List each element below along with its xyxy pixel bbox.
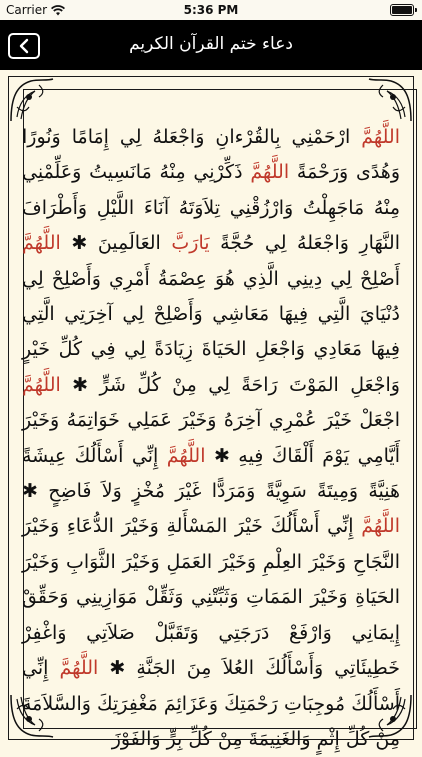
prayer-segment: اللَّهُمَّ bbox=[22, 373, 61, 396]
carrier-label: Carrier bbox=[6, 3, 48, 17]
prayer-segment: اجْعَلْ خَيْرَ عُمْرِي آخِرَهُ وَخَيْرَ عَمَلِي خَوَاتِمَهُ وَخَيْرَ أَيَّامِي يَوْمَ أَلْقَاكَ فِيهِ ✱ bbox=[22, 409, 400, 467]
prayer-text bbox=[22, 120, 400, 757]
prayer-segment: يَارَبَّ bbox=[171, 232, 210, 255]
prayer-segment: اللَّهُمَّ bbox=[361, 515, 400, 538]
prayer-segment: اللَّهُمَّ bbox=[166, 444, 206, 467]
prayer-segment: ارْحَمْنِي بِالقُرْءانِ وَاجْعَلهُ لِي إِمَامًا وَنُورًا وَهُدًى وَرَحْمَةً bbox=[22, 126, 400, 184]
prayer-segment: إِنِّي أَسْأَلُكَ عِيشَةً هَنِيَّةً وَمِيتَةً سَوِيَّةً وَمَرَدًّا غَيْرَ مُخْزٍ وَلاَ فَاضِحٍ ✱ bbox=[22, 444, 400, 503]
prayer-segment: اللَّهُمَّ bbox=[59, 657, 99, 680]
battery-icon bbox=[390, 4, 414, 16]
prayer-segment: أَصْلِحْ لِي دِينِي الَّذِي هُوَ عِصْمَةُ أَمْرِي وَأَصْلِحْ لِي دُنْيَايَ الَّتِي فِيهَا مَعَاشِي وَأَصْلِحْ لِي آخِرَتِي الَّتِي فِيهَا مَعَادِي وَاجْعَلِ الحَيَاةَ زِيَادَةً لِي فِي كُلِّ خَيْرٍ وَاجْعَلِ المَوْتَ رَاحَةً لِي مِنْ كُلِّ شَرٍّ ✱ bbox=[22, 267, 400, 396]
prayer-segment: اللَّهُمَّ bbox=[250, 161, 290, 184]
prayer-segment: إِنِّي أَسْأَلُكَ مُوجِبَاتِ رَحْمَتِكَ وَعَزَائِمَ مَغْفِرَتِكَ وَالسَّلاَمَةَ مِنْ كُلِّ إِثْمٍ وَالغَنِيمَةَ مِنْ كُلِّ بِرٍّ وَالفَوْزَ bbox=[22, 657, 400, 750]
page-title: دعاء ختم القرآن الكريم bbox=[129, 34, 293, 54]
corner-ornament-icon bbox=[9, 77, 55, 123]
status-bar bbox=[0, 0, 422, 20]
prayer-page[interactable] bbox=[0, 70, 422, 750]
nav-bar bbox=[0, 20, 422, 70]
prayer-segment: إِنِّي أَسْأَلُكَ خَيْرَ المَسْأَلةِ وَخَيْرَ الدُّعَاءِ وَخَيْرَ النَّجَاحِ وَخَيْرَ العِلْمِ وَخَيْرَ العَمَلِ وَخَيْرَ الثَّوَابِ وَخَيْرَ الحَيَاةِ وَخَيْرَ المَمَاتِ وَثَبِّتْنِي وَثَقِّلْ مَوَازِينِي وَحَقِّقْ إِيمَانِي وَارْفَعْ دَرَجَتِي وَتَقَبَّلْ صَلاَتِي وَاغْفِرْ خَطِيئَاتِي وَأَسْأَلُكَ العُلاَ مِنَ الجَنَّةِ ✱ bbox=[22, 515, 400, 680]
prayer-segment: ذَكِّرْنِي مِنْهُ مَانَسِيتُ وَعَلِّمْنِي مِنْهُ مَاجَهِلْتُ وَارْزُقْنِي تِلاَوَتَهُ آنَاءَ اللَّيْلِ وَأَطْرَافَ النَّهَارِ وَاجْعَلهُ لِي حُجَّةً bbox=[22, 161, 400, 255]
prayer-segment: اللَّهُمَّ bbox=[22, 232, 61, 255]
status-time: 5:36 PM bbox=[183, 3, 239, 17]
corner-ornament-icon bbox=[367, 77, 413, 123]
chevron-left-icon bbox=[18, 38, 30, 54]
prayer-segment: العَالَمِينَ ✱ bbox=[60, 232, 172, 255]
back-button[interactable] bbox=[8, 33, 40, 59]
prayer-segment: اللَّهُمَّ bbox=[361, 126, 400, 148]
